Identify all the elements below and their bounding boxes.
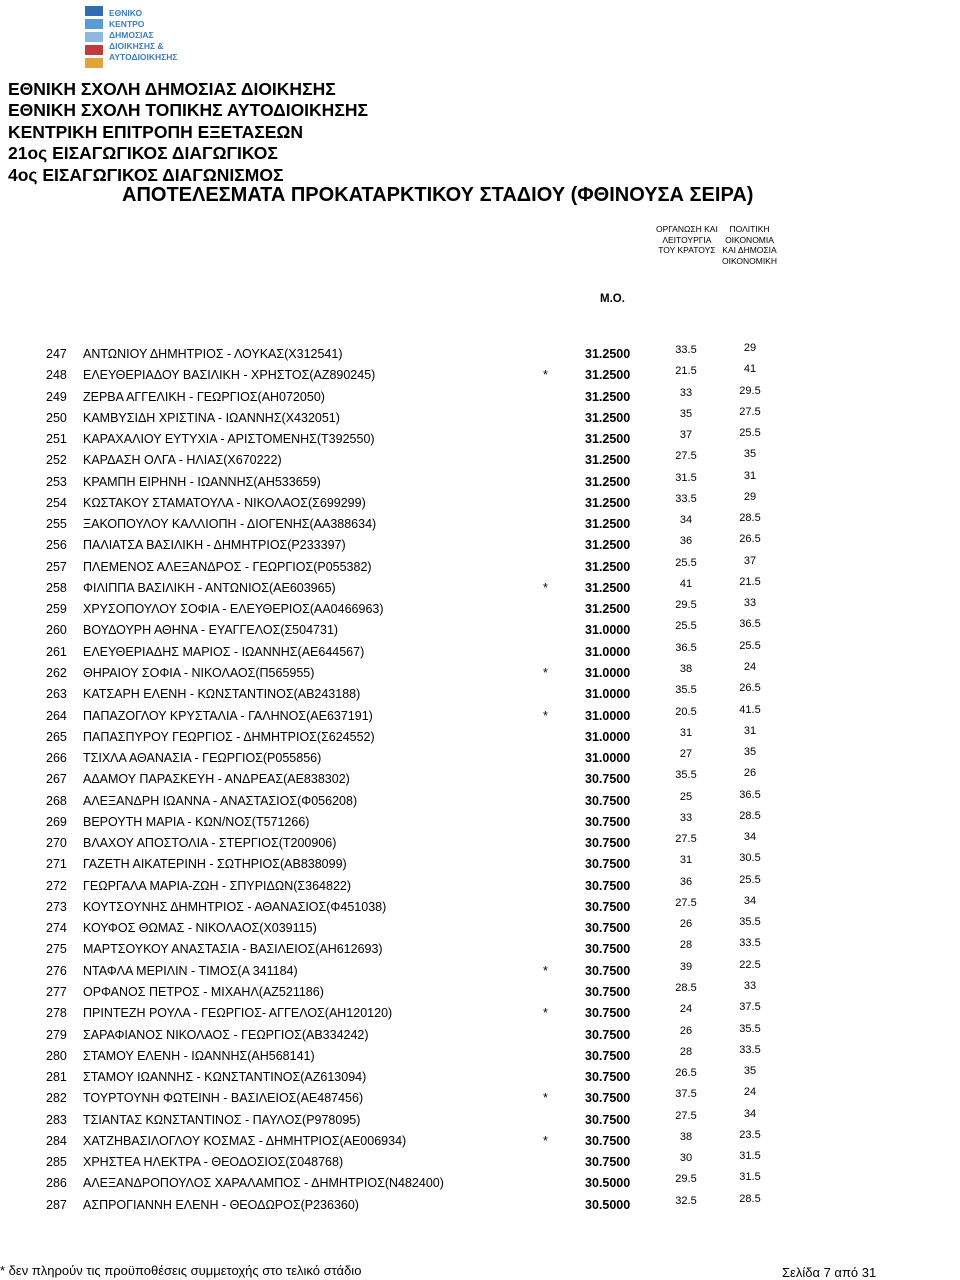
average-score: 30.7500 — [585, 878, 631, 893]
average-score: 31.2500 — [585, 410, 631, 425]
candidate-name: ΑΛΕΞΑΝΔΡΗ ΙΩΑΝΝΑ - ΑΝΑΣΤΑΣΙΟΣ(Φ056208) — [83, 793, 358, 808]
row-number: 287 — [46, 1197, 67, 1212]
average-score: 30.7500 — [585, 942, 631, 957]
average-score: 30.5000 — [585, 1176, 631, 1191]
score-state-org: 31 — [679, 726, 693, 739]
logo-bar — [85, 6, 103, 16]
table-row — [0, 512, 960, 536]
row-number: 258 — [46, 580, 67, 595]
candidate-name: ΒΟΥΔΟΥΡΗ ΑΘΗΝΑ - ΕΥΑΓΓΕΛΟΣ(Σ504731) — [83, 623, 339, 638]
average-score: 30.7500 — [585, 1155, 631, 1170]
score-state-org: 37.5 — [675, 1088, 697, 1101]
header-line: ΚΕΝΤΡΙΚΗ ΕΠΙΤΡΟΠΗ ΕΞΕΤΑΣΕΩΝ — [8, 121, 304, 142]
table-row — [0, 597, 960, 621]
candidate-name: ΣΑΡΑΦΙΑΝΟΣ ΝΙΚΟΛΑΟΣ - ΓΕΩΡΓΙΟΣ(ΑΒ334242) — [83, 1027, 369, 1042]
candidate-name: ΠΑΛΙΑΤΣΑ ΒΑΣΙΛΙΚΗ - ΔΗΜΗΤΡΙΟΣ(Ρ233397) — [83, 538, 346, 553]
column-header-line: ΟΙΚΟΝΟΜΙΑ — [725, 234, 774, 245]
row-number: 248 — [46, 368, 67, 383]
table-row — [0, 342, 960, 366]
average-score: 31.2500 — [585, 347, 631, 361]
candidate-name: ΑΣΠΡΟΓΙΑΝΝΗ ΕΛΕΝΗ - ΘΕΟΔΩΡΟΣ(Ρ236360) — [83, 1197, 359, 1212]
row-number: 278 — [46, 1006, 67, 1021]
ineligible-marker: * — [543, 1006, 548, 1021]
score-state-org: 36 — [679, 875, 693, 888]
average-score: 31.2500 — [585, 474, 631, 489]
table-row — [0, 1107, 960, 1132]
table-row — [0, 363, 960, 387]
candidate-name: ΚΑΡΑΧΑΛΙΟΥ ΕΥΤΥΧΙΑ - ΑΡΙΣΤΟΜΕΝΗΣ(Τ392550) — [83, 432, 375, 447]
average-score: 30.5000 — [585, 1197, 631, 1212]
average-score: 30.7500 — [585, 1133, 631, 1148]
candidate-name: ΒΛΑΧΟΥ ΑΠΟΣΤΟΛΙΑ - ΣΤΕΡΓΙΟΣ(Τ200906) — [83, 836, 337, 851]
score-economics: 28.5 — [739, 809, 761, 822]
row-number: 254 — [46, 495, 67, 510]
candidate-name: ΚΑΡΔΑΣΗ ΟΛΓΑ - ΗΛΙΑΣ(Χ670222) — [83, 453, 282, 468]
row-number: 264 — [46, 708, 67, 723]
average-score: 31.0000 — [585, 687, 631, 702]
score-state-org: 33.5 — [675, 492, 697, 505]
table-row — [0, 660, 960, 685]
table-row — [0, 469, 960, 494]
row-number: 255 — [46, 517, 67, 532]
column-header-line: ΟΙΚΟΝΟΜΙΚΗ — [722, 255, 777, 266]
score-state-org: 38 — [679, 1130, 693, 1143]
page-title: ΑΠΟΤΕΛΕΣΜΑΤΑ ΠΡΟΚΑΤΑΡΚΤΙΚΟΥ ΣΤΑΔΙΟΥ (ΦΘΙΝΟΥΣΑ ΣΕΙΡΑ) — [122, 184, 754, 206]
row-number: 260 — [46, 623, 67, 638]
average-score: 31.2500 — [585, 517, 631, 532]
score-state-org: 34 — [679, 514, 693, 527]
score-state-org: 39 — [679, 960, 693, 973]
average-score: 30.7500 — [585, 772, 631, 787]
candidate-name: ΣΤΑΜΟΥ ΙΩΑΝΝΗΣ - ΚΩΝΣΤΑΝΤΙΝΟΣ(ΑΖ613094) — [83, 1070, 367, 1085]
ineligible-marker: * — [543, 368, 548, 383]
score-economics: 37.5 — [739, 1001, 761, 1014]
table-row — [0, 554, 960, 579]
logo-bar — [85, 58, 103, 68]
candidate-name: ΤΟΥΡΤΟΥΝΗ ΦΩΤΕΙΝΗ - ΒΑΣΙΛΕΙΟΣ(ΑΕ487456) — [83, 1091, 364, 1106]
average-score: 31.0000 — [585, 729, 631, 744]
average-score: 30.7500 — [585, 1112, 631, 1127]
row-number: 253 — [46, 474, 67, 489]
average-score: 30.7500 — [585, 899, 631, 914]
score-economics: 23.5 — [739, 1128, 761, 1141]
table-row — [0, 639, 960, 664]
score-state-org: 31.5 — [675, 471, 697, 484]
table-row — [0, 1128, 960, 1153]
row-number: 267 — [46, 772, 67, 787]
table-row — [0, 894, 960, 919]
ineligible-marker: * — [543, 963, 548, 978]
logo-bar — [85, 32, 103, 42]
candidate-name: ΚΑΜΒΥΣΙΔΗ ΧΡΙΣΤΙΝΑ - ΙΩΑΝΝΗΣ(Χ432051) — [83, 410, 340, 425]
score-economics: 28.5 — [739, 512, 761, 525]
score-state-org: 35.5 — [675, 769, 697, 782]
average-score: 31.0000 — [585, 751, 631, 766]
table-row — [0, 788, 960, 813]
row-number: 265 — [46, 729, 67, 744]
score-economics: 33.5 — [739, 937, 761, 950]
score-economics: 31.5 — [739, 1150, 761, 1163]
average-score: 31.2500 — [585, 453, 631, 468]
candidate-name: ΞΑΚΟΠΟΥΛΟΥ ΚΑΛΛΙΟΠΗ - ΔΙΟΓΕΝΗΣ(ΑΑ388634) — [83, 517, 377, 532]
table-row — [0, 958, 960, 983]
column-header-average: Μ.Ο. — [600, 293, 625, 305]
score-economics: 29 — [743, 490, 757, 503]
candidate-name: ΠΑΠΑΣΠΥΡΟΥ ΓΕΩΡΓΙΟΣ - ΔΗΜΗΤΡΙΟΣ(Σ624552) — [83, 729, 375, 744]
score-economics: 24 — [743, 1086, 757, 1099]
column-header-state-org — [656, 224, 718, 256]
score-state-org: 36.5 — [675, 641, 697, 654]
average-score: 30.7500 — [585, 921, 631, 936]
candidate-name: ΑΔΑΜΟΥ ΠΑΡΑΣΚΕΥΗ - ΑΝΔΡΕΑΣ(ΑΕ838302) — [83, 772, 350, 787]
table-row — [0, 916, 960, 940]
header-line: ΕΘΝΙΚΗ ΣΧΟΛΗ ΤΟΠΙΚΗΣ ΑΥΤΟΔΙΟΙΚΗΣΗΣ — [8, 100, 368, 121]
average-score: 31.0000 — [585, 644, 631, 659]
column-header-line: ΟΡΓΑΝΩΣΗ ΚΑΙ — [656, 224, 718, 234]
score-state-org: 38 — [679, 662, 693, 675]
score-state-org: 26 — [679, 1024, 693, 1037]
candidate-name: ΘΗΡΑΙΟΥ ΣΟΦΙΑ - ΝΙΚΟΛΑΟΣ(Π565955) — [83, 665, 315, 680]
average-score: 31.0000 — [585, 623, 631, 638]
header-line: ΕΘΝΙΚΗ ΣΧΟΛΗ ΔΗΜΟΣΙΑΣ ΔΙΟΙΚΗΣΗΣ — [8, 79, 336, 99]
table-row — [0, 533, 960, 557]
row-number: 283 — [46, 1112, 67, 1127]
score-economics: 35.5 — [739, 916, 761, 929]
score-economics: 34 — [743, 894, 757, 907]
score-state-org: 21.5 — [675, 365, 697, 378]
table-row — [0, 746, 960, 770]
score-state-org: 25 — [679, 790, 693, 803]
candidate-name: ΠΑΠΑΖΟΓΛΟΥ ΚΡΥΣΤΑΛΙΑ - ΓΑΛΗΝΟΣ(ΑΕ637191) — [83, 708, 373, 723]
score-economics: 31 — [743, 469, 757, 482]
score-economics: 34 — [743, 831, 757, 844]
candidate-name: ΤΣΙΑΝΤΑΣ ΚΩΝΣΤΑΝΤΙΝΟΣ - ΠΑΥΛΟΣ(Ρ978095) — [83, 1112, 361, 1127]
candidate-name: ΒΕΡΟΥΤΗ ΜΑΡΙΑ - ΚΩΝ/ΝΟΣ(Τ571266) — [83, 814, 310, 829]
score-state-org: 33.5 — [675, 344, 697, 356]
table-row — [0, 724, 960, 749]
logo-line: ΚΕΝΤΡΟ — [109, 19, 145, 29]
table-row — [0, 682, 960, 706]
average-score: 31.2500 — [585, 432, 631, 447]
score-state-org: 27 — [679, 748, 693, 761]
score-economics: 36.5 — [739, 618, 761, 631]
score-state-org: 28.5 — [675, 981, 697, 994]
row-number: 256 — [46, 538, 67, 553]
score-economics: 25.5 — [739, 639, 761, 652]
score-state-org: 35.5 — [675, 684, 697, 697]
score-economics: 35 — [743, 1065, 757, 1078]
score-state-org: 35 — [679, 407, 693, 420]
table-row — [0, 767, 960, 791]
average-score: 31.2500 — [585, 368, 631, 383]
row-number: 282 — [46, 1091, 67, 1106]
logo-bar — [85, 45, 103, 55]
row-number: 252 — [46, 453, 67, 468]
score-economics: 31 — [743, 724, 757, 737]
row-number: 263 — [46, 687, 67, 702]
score-state-org: 29.5 — [675, 1173, 697, 1186]
ineligible-marker: * — [543, 580, 548, 595]
score-economics: 26.5 — [739, 682, 761, 695]
logo-line: ΑΥΤΟΔΙΟΙΚΗΣΗΣ — [109, 52, 178, 62]
logo-mark — [85, 6, 105, 68]
score-state-org: 41 — [679, 577, 693, 590]
footer-note: * δεν πληρούν τις προϋποθέσεις συμμετοχής στο τελικό στάδιο — [0, 1263, 362, 1278]
column-header-line: ΠΟΛΙΤΙΚΗ — [729, 224, 770, 234]
row-number: 262 — [46, 665, 67, 680]
score-economics: 22.5 — [739, 958, 761, 971]
score-state-org: 29.5 — [675, 599, 697, 612]
candidate-name: ΚΟΥΦΟΣ ΘΩΜΑΣ - ΝΙΚΟΛΑΟΣ(Χ039115) — [83, 921, 317, 936]
row-number: 274 — [46, 921, 67, 936]
average-score: 31.2500 — [585, 389, 631, 404]
ineligible-marker: * — [543, 665, 548, 680]
row-number: 266 — [46, 751, 67, 766]
table-row — [0, 852, 960, 876]
score-economics: 41 — [743, 363, 757, 376]
row-number: 276 — [46, 963, 67, 978]
row-number: 271 — [46, 857, 67, 872]
score-state-org: 25.5 — [675, 620, 697, 633]
candidate-name: ΧΡΗΣΤΕΑ ΗΛΕΚΤΡΑ - ΘΕΟΔΟΣΙΟΣ(Σ048768) — [83, 1155, 344, 1170]
score-state-org: 28 — [679, 1045, 693, 1058]
candidate-name: ΣΤΑΜΟΥ ΕΛΕΝΗ - ΙΩΑΝΝΗΣ(ΑΗ568141) — [83, 1048, 315, 1063]
score-state-org: 27.5 — [675, 896, 697, 909]
candidate-name: ΑΝΤΩΝΙΟΥ ΔΗΜΗΤΡΙΟΣ - ΛΟΥΚΑΣ(Χ312541) — [83, 347, 343, 361]
score-state-org: 36 — [679, 535, 693, 548]
candidate-name: ΚΟΥΤΣΟΥΝΗΣ ΔΗΜΗΤΡΙΟΣ - ΑΘΑΝΑΣΙΟΣ(Φ451038) — [83, 899, 387, 914]
score-economics: 30.5 — [739, 852, 761, 865]
candidate-name: ΕΛΕΥΘΕΡΙΑΔΟΥ ΒΑΣΙΛΙΚΗ - ΧΡΗΣΤΟΣ(ΑΖ890245) — [83, 368, 376, 383]
column-header-economics — [722, 224, 777, 266]
table-row — [0, 384, 960, 409]
ineligible-marker: * — [543, 708, 548, 723]
table-row — [0, 1192, 960, 1217]
row-number: 286 — [46, 1176, 67, 1191]
score-state-org: 30 — [679, 1152, 693, 1165]
column-header-line: ΚΑΙ ΔΗΜΟΣΙΑ — [722, 245, 777, 255]
average-score: 30.7500 — [585, 857, 631, 872]
average-score: 31.0000 — [585, 708, 631, 723]
score-economics: 26 — [743, 767, 757, 780]
table-row — [0, 618, 960, 642]
score-state-org: 20.5 — [675, 705, 697, 718]
score-state-org: 25.5 — [675, 556, 697, 569]
row-number: 268 — [46, 793, 67, 808]
score-economics: 37 — [743, 554, 757, 567]
average-score: 30.7500 — [585, 963, 631, 978]
table-row — [0, 1043, 960, 1068]
candidate-name: ΦΙΛΙΠΠΑ ΒΑΣΙΛΙΚΗ - ΑΝΤΩΝΙΟΣ(ΑΕ603965) — [83, 580, 336, 595]
score-economics: 35 — [743, 448, 757, 461]
score-state-org: 26 — [679, 918, 693, 931]
ineligible-marker: * — [543, 1133, 548, 1148]
logo-line: ΕΘΝΙΚΟ — [109, 8, 143, 18]
table-row — [0, 1086, 960, 1110]
score-economics: 33.5 — [739, 1043, 761, 1056]
average-score: 30.7500 — [585, 1006, 631, 1021]
score-economics: 21.5 — [739, 575, 761, 588]
average-score: 30.7500 — [585, 793, 631, 808]
score-state-org: 28 — [679, 939, 693, 952]
row-number: 249 — [46, 389, 67, 404]
candidate-name: ΠΡΙΝΤΕΖΗ ΡΟΥΛΑ - ΓΕΩΡΓΙΟΣ- ΑΓΓΕΛΟΣ(ΑΗ120120) — [83, 1006, 393, 1021]
score-economics: 41.5 — [739, 703, 761, 716]
candidate-name: ΚΑΤΣΑΡΗ ΕΛΕΝΗ - ΚΩΝΣΤΑΝΤΙΝΟΣ(ΑΒ243188) — [83, 687, 361, 702]
row-number: 247 — [46, 347, 67, 361]
average-score: 30.7500 — [585, 836, 631, 851]
table-row — [0, 405, 960, 430]
candidate-name: ΜΑΡΤΣΟΥΚΟΥ ΑΝΑΣΤΑΣΙΑ - ΒΑΣΙΛΕΙΟΣ(ΑΗ612693) — [83, 942, 383, 957]
score-state-org: 24 — [679, 1003, 693, 1016]
candidate-name: ΓΕΩΡΓΑΛΑ ΜΑΡΙΑ-ΖΩΗ - ΣΠΥΡΙΔΩΝ(Σ364822) — [83, 878, 352, 893]
score-state-org: 33 — [679, 386, 693, 399]
institution-logo — [85, 2, 178, 72]
average-score: 31.0000 — [585, 665, 631, 680]
row-number: 250 — [46, 410, 67, 425]
score-economics: 27.5 — [739, 405, 761, 418]
row-number: 257 — [46, 559, 67, 574]
candidate-name: ΧΑΤΖΗΒΑΣΙΛΟΓΛΟΥ ΚΟΣΜΑΣ - ΔΗΜΗΤΡΙΟΣ(ΑΕ006934) — [83, 1133, 407, 1148]
candidate-name: ΤΣΙΧΛΑ ΑΘΑΝΑΣΙΑ - ΓΕΩΡΓΙΟΣ(Ρ055856) — [83, 751, 322, 766]
score-economics: 24 — [743, 660, 757, 673]
candidate-name: ΠΛΕΜΕΝΟΣ ΑΛΕΞΑΝΔΡΟΣ - ΓΕΩΡΓΙΟΣ(Ρ055382) — [83, 559, 372, 574]
table-row — [0, 1001, 960, 1025]
row-number: 284 — [46, 1133, 67, 1148]
score-state-org: 33 — [679, 811, 693, 824]
score-state-org: 27.5 — [675, 450, 697, 463]
table-row — [0, 1065, 960, 1089]
average-score: 31.2500 — [585, 559, 631, 574]
table-row — [0, 1022, 960, 1047]
table-row — [0, 427, 960, 451]
candidate-name: ΟΡΦΑΝΟΣ ΠΕΤΡΟΣ - ΜΙΧΑΗΛ(ΑΖ521186) — [83, 984, 324, 999]
row-number: 273 — [46, 899, 67, 914]
row-number: 280 — [46, 1048, 67, 1063]
row-number: 285 — [46, 1155, 67, 1170]
score-economics: 29 — [743, 342, 757, 354]
candidate-name: ΝΤΑΦΛΑ ΜΕΡΙΛΙΝ - ΤΙΜΟΣ(Α 341184) — [83, 963, 298, 978]
table-row — [0, 448, 960, 472]
candidate-name: ΕΛΕΥΘΕΡΙΑΔΗΣ ΜΑΡΙΟΣ - ΙΩΑΝΝΗΣ(ΑΕ644567) — [83, 644, 365, 659]
row-number: 281 — [46, 1070, 67, 1085]
column-header-line: ΤΟΥ ΚΡΑΤΟΥΣ — [658, 245, 716, 255]
candidate-name: ΚΩΣΤΑΚΟΥ ΣΤΑΜΑΤΟΥΛΑ - ΝΙΚΟΛΑΟΣ(Σ699299) — [83, 495, 366, 510]
score-economics: 35 — [743, 746, 757, 759]
score-economics: 33 — [743, 979, 757, 992]
candidate-name: ΓΑΖΕΤΗ ΑΙΚΑΤΕΡΙΝΗ - ΣΩΤΗΡΙΟΣ(ΑΒ838099) — [83, 857, 347, 872]
logo-line: ΔΗΜΟΣΙΑΣ — [109, 30, 154, 40]
document-header — [8, 79, 368, 186]
score-economics: 35.5 — [739, 1022, 761, 1035]
score-economics: 25.5 — [739, 427, 761, 440]
row-number: 275 — [46, 942, 67, 957]
column-header-line: ΛΕΙΤΟΥΡΓΙΑ — [662, 234, 712, 245]
average-score: 30.7500 — [585, 1070, 631, 1085]
score-economics: 33 — [743, 597, 757, 610]
score-economics: 29.5 — [739, 384, 761, 397]
row-number: 277 — [46, 984, 67, 999]
score-state-org: 31 — [679, 854, 693, 867]
candidate-name: ΧΡΥΣΟΠΟΥΛΟΥ ΣΟΦΙΑ - ΕΛΕΥΘΕΡΙΟΣ(ΑΑ0466963) — [83, 602, 384, 617]
row-number: 259 — [46, 602, 67, 617]
average-score: 30.7500 — [585, 1027, 631, 1042]
header-line: 21ος ΕΙΣΑΓΩΓΙΚΟΣ ΔΙΑΓΩΓΙΚΟΣ — [8, 143, 278, 164]
logo-bar — [85, 19, 103, 29]
average-score: 30.7500 — [585, 1048, 631, 1063]
row-number: 270 — [46, 836, 67, 851]
score-state-org: 27.5 — [675, 833, 697, 846]
average-score: 31.2500 — [585, 538, 631, 553]
results-table — [0, 342, 960, 1217]
header-line: 4ος ΕΙΣΑΓΩΓΙΚΟΣ ΔΙΑΓΩΝΙΣΜΟΣ — [8, 164, 284, 185]
table-row — [0, 831, 960, 855]
table-row — [0, 1150, 960, 1174]
average-score: 30.7500 — [585, 814, 631, 829]
page-number: Σελίδα 7 από 31 — [782, 1265, 877, 1280]
average-score: 30.7500 — [585, 984, 631, 999]
score-economics: 31.5 — [739, 1171, 761, 1184]
average-score: 31.2500 — [585, 580, 631, 595]
score-state-org: 32.5 — [675, 1194, 697, 1207]
candidate-name: ΖΕΡΒΑ ΑΓΓΕΛΙΚΗ - ΓΕΩΡΓΙΟΣ(ΑΗ072050) — [83, 389, 325, 404]
logo-text — [109, 8, 178, 63]
table-row — [0, 490, 960, 515]
table-row — [0, 703, 960, 728]
average-score: 30.7500 — [585, 1091, 631, 1106]
candidate-name: ΚΡΑΜΠΗ ΕΙΡΗΝΗ - ΙΩΑΝΝΗΣ(ΑΗ533659) — [83, 474, 321, 489]
table-row — [0, 575, 960, 600]
logo-line: ΔΙΟΙΚΗΣΗΣ & — [109, 41, 164, 51]
row-number: 251 — [46, 432, 67, 447]
row-number: 279 — [46, 1027, 67, 1042]
score-state-org: 27.5 — [675, 1109, 697, 1122]
score-economics: 34 — [743, 1107, 757, 1120]
table-row — [0, 1171, 960, 1195]
table-row — [0, 809, 960, 834]
ineligible-marker: * — [543, 1091, 548, 1106]
row-number: 272 — [46, 878, 67, 893]
average-score: 31.2500 — [585, 602, 631, 617]
table-row — [0, 873, 960, 898]
row-number: 261 — [46, 644, 67, 659]
table-row — [0, 937, 960, 961]
table-row — [0, 979, 960, 1004]
row-number: 269 — [46, 814, 67, 829]
score-state-org: 37 — [679, 429, 693, 442]
average-score: 31.2500 — [585, 495, 631, 510]
candidate-name: ΑΛΕΞΑΝΔΡΟΠΟΥΛΟΣ ΧΑΡΑΛΑΜΠΟΣ - ΔΗΜΗΤΡΙΟΣ(Ν482400) — [83, 1176, 444, 1191]
score-economics: 28.5 — [739, 1192, 761, 1205]
score-state-org: 26.5 — [675, 1067, 697, 1080]
score-economics: 26.5 — [739, 533, 761, 546]
score-economics: 36.5 — [739, 788, 761, 801]
score-economics: 25.5 — [739, 873, 761, 886]
